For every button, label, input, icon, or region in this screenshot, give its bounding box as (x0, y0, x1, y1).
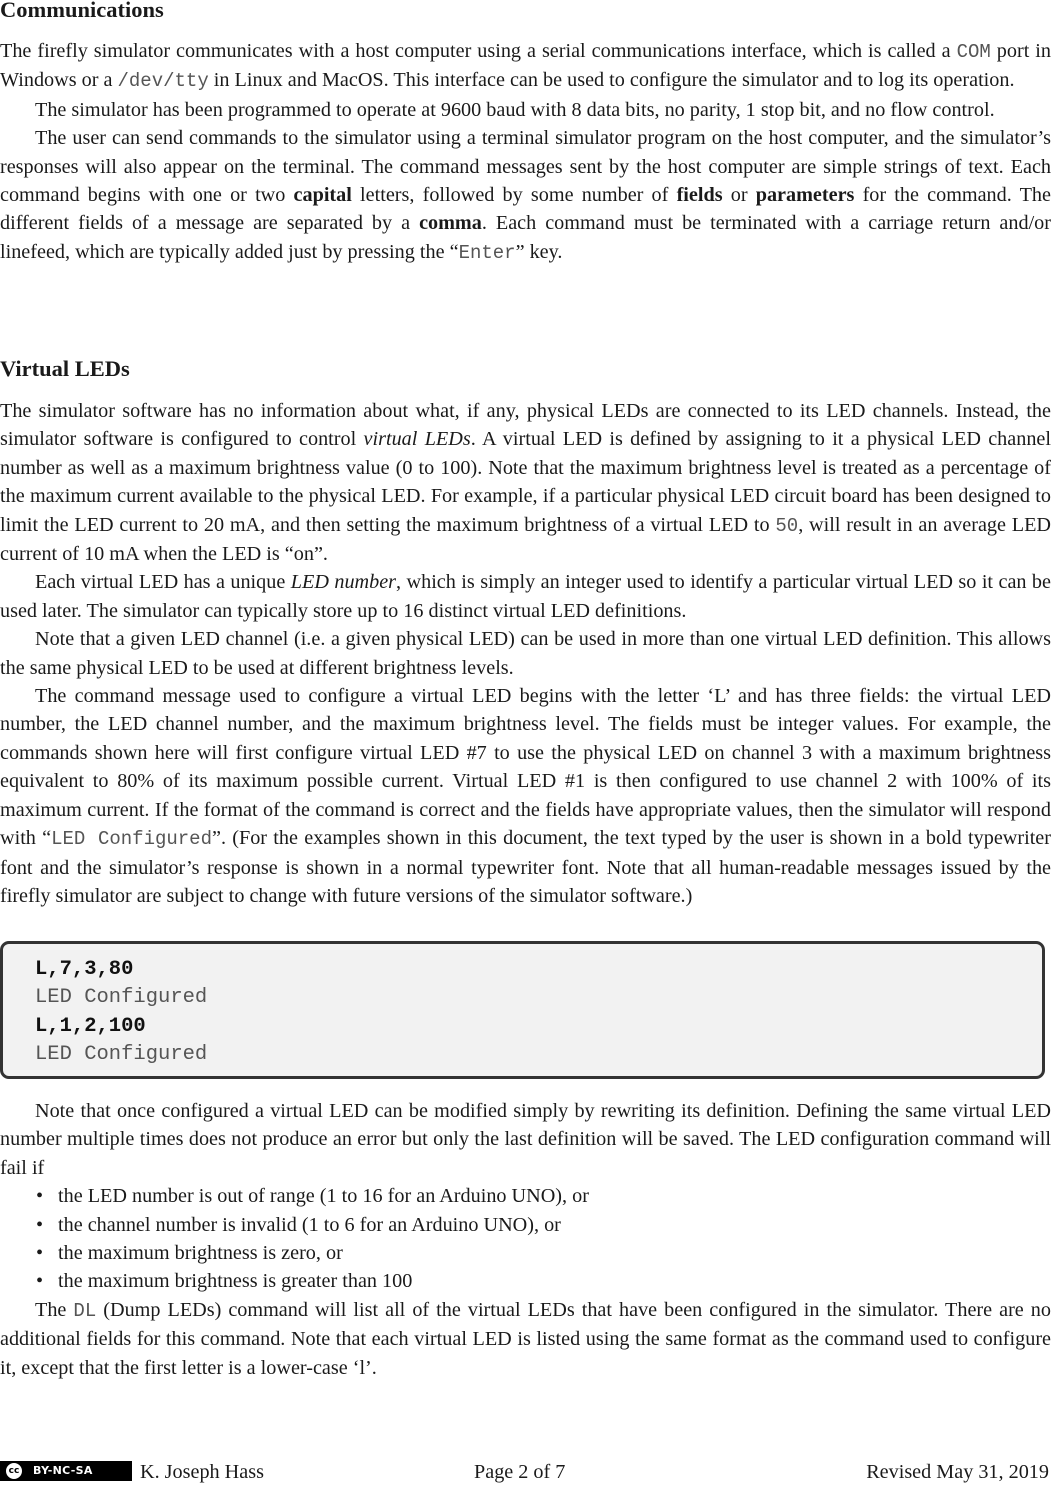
cc-license-badge (0, 1461, 132, 1481)
inline-code-dl: DL (73, 1299, 97, 1322)
text-run: in Linux and MacOS. This interface can be used to configure the simulator and to log its operation. (208, 69, 1015, 92)
text-run: , which is simply an integer used to identify a particular virtual LED so it can be used later. The simulator can typically store up to 16 distinct virtual LED definitions. (0, 571, 1051, 622)
text-run: The user can send commands to the simulator using a terminal simulator program on the host computer, and the simulator’s responses will also appear on the terminal. The command messages sent by the host computer are simple strings of text. Each command begins with one or two (0, 127, 1051, 207)
text-run: Each virtual LED has a unique (35, 571, 291, 594)
list-item (0, 1182, 1051, 1210)
code-line-command: L,7,3,80 (35, 958, 134, 981)
page-footer (0, 1458, 1051, 1488)
list-item-text: the maximum brightness is zero, or (58, 1242, 343, 1265)
text-run: ” key. (515, 240, 563, 263)
list-item-text: the maximum brightness is greater than 100 (58, 1270, 413, 1293)
text-run: for the command. The different fields of a message are separated by a (0, 184, 1051, 235)
inline-code-com: COM (956, 41, 991, 63)
code-example-box (0, 941, 1045, 1079)
text-run: letters, followed by some number of (351, 184, 677, 207)
bold-term: comma (419, 212, 482, 235)
section-communications (0, 37, 1051, 267)
text-run: The command message used to configure a virtual LED begins with the letter ‘L’ and has three fields: the virtual LED number, the LED channel number, and the maximum brightness level. The fields must be integer values. For example, the commands shown here will first configure virtual LED #7 to use the physical LED on channel 3 with a maximum brightness equivalent to 80% of its maximum possible current. Virtual LED #1 is then configured to use channel 2 with 100% of its maximum current. If the format of the command is correct and the fields have appropriate values, then the simulator will respond with “ (0, 685, 1051, 850)
text-run: or (722, 184, 756, 207)
paragraph-comm-2: The simulator has been programmed to operate at 9600 baud with 8 data bits, no parity, 1 stop bit, and no flow control. (35, 98, 995, 121)
code-line-command: L,1,2,100 (35, 1014, 146, 1038)
code-line-response: LED Configured (35, 1043, 208, 1067)
bold-term: fields (676, 184, 723, 207)
heading-communications: Communications (0, 0, 164, 22)
italic-term: LED number (290, 571, 397, 594)
code-line-response: LED Configured (35, 986, 208, 1010)
inline-code-50: 50 (775, 514, 799, 537)
paragraph-comm-3 (0, 124, 1051, 267)
paragraph-after-1: Note that once configured a virtual LED can be modified simply by rewriting its definition. Defining the same virtual LED number multiple times does not produce an error but only the last definition will be saved. The LED configuration command will fail if (0, 1100, 1051, 1179)
paragraph-comm-1 (0, 37, 1051, 96)
text-run: , will result in an average LED current of 10 mA when the LED is “on”. (0, 513, 1051, 566)
text-run: port in Windows or a (0, 40, 1051, 92)
paragraph-vled-1 (0, 397, 1051, 568)
text-run: The (35, 1298, 74, 1321)
list-item (0, 1239, 1051, 1267)
heading-virtual-leds: Virtual LEDs (0, 356, 130, 381)
text-run: . A virtual LED is defined by assigning to it a physical LED channel number as well as a maximum brightness value (0 to 100). Note that the maximum brightness level is treated as a percentage of the maximum current available to the physical LED. For example, if a particular physical LED circuit board has been designed to limit the LED current to 20 mA, and then setting the maximum brightness of a virtual LED to (0, 428, 1051, 536)
cc-license-label: BY-NC-SA (33, 1463, 93, 1477)
cc-icon-label: cc (8, 1465, 20, 1476)
failure-conditions-list (0, 1182, 1051, 1296)
paragraph-vled-3: Note that a given LED channel (i.e. a given physical LED) can be used in more than one virtual LED definition. This allows the same physical LED to be used at different brightness levels. (0, 628, 1051, 679)
list-item (0, 1211, 1051, 1239)
text-run: ”. (For the examples shown in this document, the text typed by the user is shown in a bold typewriter font and the simulator’s response is shown in a normal typewriter font. Note that all human-readable messages issued by the firefly simulator are subject to change with future versions of the simulator software.) (0, 827, 1051, 907)
text-run: . Each command must be terminated with a carriage return and/or linefeed, which are typically added just by pressing the “ (0, 212, 1051, 263)
text-run: The simulator software has no information about what, if any, physical LEDs are connected to its LED channels. Instead, the simulator software is configured to control (0, 400, 1051, 451)
cc-icon (4, 1461, 24, 1481)
paragraph-vled-2 (0, 568, 1051, 625)
footer-author: K. Joseph Hass (140, 1461, 264, 1483)
inline-code-enter: Enter (458, 241, 516, 264)
section-virtual-leds (0, 397, 1051, 910)
italic-term: virtual LEDs (363, 428, 471, 451)
text-run: (Dump LEDs) command will list all of the virtual LEDs that have been configured in the simulator. There are no additional fields for this command. Note that each virtual LED is listed using the same format as the command used to configure it, except that the first letter is a lower-case ‘l’. (0, 1298, 1051, 1379)
bold-term: capital (293, 184, 352, 207)
footer-page-number: Page 2 of 7 (474, 1461, 566, 1483)
bold-term: parameters (755, 184, 855, 207)
text-run: The firefly simulator communicates with a host computer using a serial communications interface, which is called a (0, 40, 957, 62)
section-led-config-notes (0, 1097, 1051, 1382)
inline-code-led-configured: LED Configured (51, 828, 212, 851)
list-item-text: the LED number is out of range (1 to 16 for an Arduino UNO), or (58, 1185, 589, 1208)
paragraph-after-2 (0, 1296, 1051, 1382)
inline-code-devtty: /dev/tty (117, 70, 209, 93)
list-item-text: the channel number is invalid (1 to 6 for an Arduino UNO), or (58, 1213, 561, 1236)
paragraph-vled-4 (0, 682, 1051, 910)
footer-revision-date: Revised May 31, 2019 (866, 1461, 1049, 1483)
list-item (0, 1267, 1051, 1295)
